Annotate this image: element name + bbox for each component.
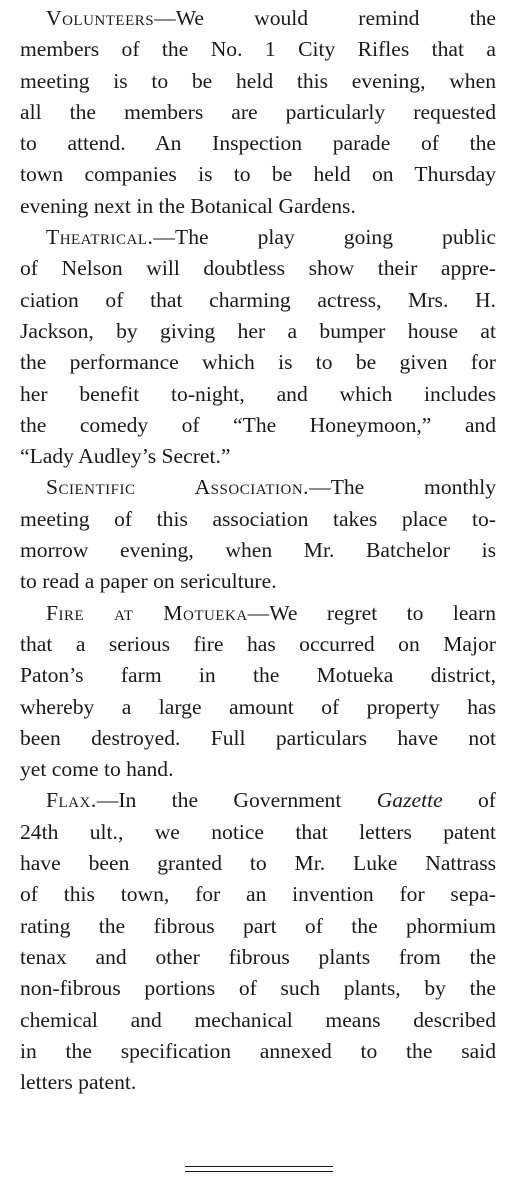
- article-line: evening next in the Botanical Gardens.: [20, 193, 356, 218]
- article-line: yet come to hand.: [20, 757, 174, 782]
- article-italic-word: Gazette: [376, 788, 443, 813]
- article-line: meeting is to be held this evening, when: [20, 68, 496, 93]
- article-line: of Nelson will doubtless show their appre-: [20, 256, 496, 281]
- article-text: —In the Government: [96, 788, 377, 813]
- article-line: Paton’s farm in the Motueka district,: [20, 663, 496, 688]
- article-text: —The play going public: [153, 225, 496, 250]
- article-scientific-association: [20, 472, 496, 597]
- article-line: chemical and mechanical means described: [20, 1007, 496, 1032]
- article-line: [20, 222, 496, 253]
- article-fire-at-motueka: [20, 598, 496, 786]
- article-text: of: [442, 788, 496, 813]
- article-line: “Lady Audley’s Secret.”: [20, 444, 231, 469]
- article-heading: Theatrical.: [46, 225, 154, 250]
- article-line: in the specification annexed to the said: [20, 1038, 496, 1063]
- rule-thick: [185, 1166, 333, 1167]
- article-line: [20, 598, 496, 629]
- article-line: ciation of that charming actress, Mrs. H.: [20, 287, 496, 312]
- article-heading: Fire at Motueka: [46, 600, 248, 625]
- article-line: to read a paper on sericulture.: [20, 569, 277, 594]
- article-line: 24th ult., we notice that letters patent: [20, 819, 496, 844]
- article-line: rating the fibrous part of the phormium: [20, 913, 496, 938]
- article-line: the performance which is to be given for: [20, 350, 496, 375]
- news-column: [20, 3, 496, 1098]
- article-heading: Volunteers: [46, 6, 155, 30]
- article-line: town companies is to be held on Thursday: [20, 162, 496, 187]
- article-line: to attend. An Inspection parade of the: [20, 131, 496, 156]
- article-line: [20, 785, 496, 816]
- article-line: meeting of this association takes place to-: [20, 506, 496, 531]
- article-line: [20, 472, 496, 503]
- article-heading: Flax.: [46, 788, 97, 813]
- article-line: tenax and other fibrous plants from the: [20, 944, 496, 969]
- article-heading: Scientific Association.: [46, 475, 310, 500]
- article-line: that a serious fire has occurred on Major: [20, 631, 496, 656]
- article-line: non-fibrous portions of such plants, by the: [20, 976, 496, 1001]
- article-text: —We regret to learn: [247, 600, 496, 625]
- article-line: Jackson, by giving her a bumper house at: [20, 318, 496, 343]
- article-line: her benefit to-night, and which includes: [20, 381, 496, 406]
- column-end-rule: [185, 1166, 333, 1172]
- article-text: —We would remind the: [154, 6, 496, 30]
- article-line: members of the No. 1 City Rifles that a: [20, 37, 496, 62]
- article-line: have been granted to Mr. Luke Nattrass: [20, 851, 496, 876]
- article-line: morrow evening, when Mr. Batchelor is: [20, 538, 496, 563]
- article-line: [20, 3, 496, 34]
- article-line: whereby a large amount of property has: [20, 694, 496, 719]
- article-line: of this town, for an invention for sepa-: [20, 882, 496, 907]
- article-line: all the members are particularly requested: [20, 99, 496, 124]
- article-line: letters patent.: [20, 1070, 137, 1095]
- article-theatrical: [20, 222, 496, 472]
- article-line: the comedy of “The Honeymoon,” and: [20, 412, 496, 437]
- rule-thin: [185, 1171, 333, 1172]
- article-volunteers: [20, 3, 496, 222]
- article-text: —The monthly: [309, 475, 497, 500]
- article-flax: [20, 785, 496, 1098]
- article-line: been destroyed. Full particulars have not: [20, 725, 496, 750]
